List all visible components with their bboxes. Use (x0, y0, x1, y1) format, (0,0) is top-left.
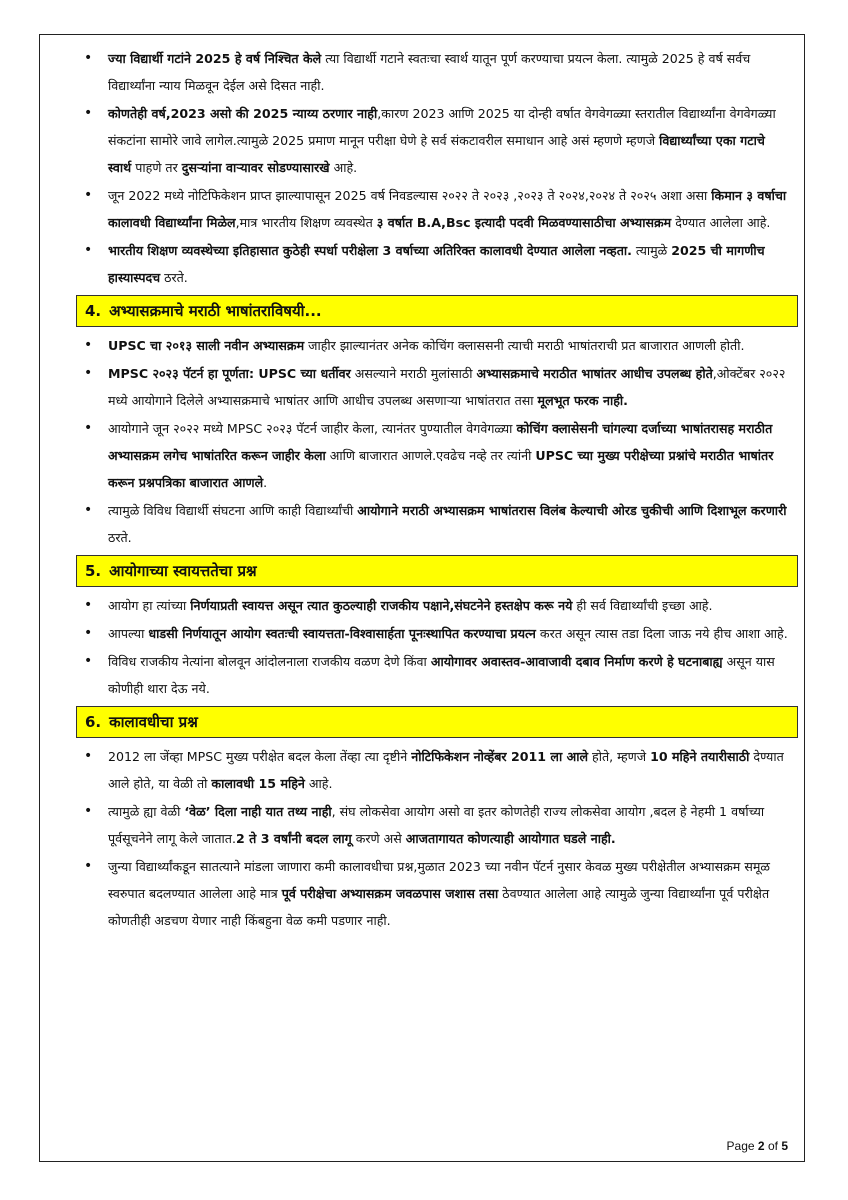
body-text: ही सर्व विद्यार्थ्यांची इच्छा आहे. (572, 598, 713, 613)
bullet-icon: • (84, 187, 93, 203)
body-text: जून 2022 मध्ये नोटिफिकेशन प्राप्त झाल्यापासून 2025 वर्ष निवडल्यास २०२२ ते २०२३ ,२०२३ ते २०२४,२०२४ ते २०२५ अशा असा (108, 188, 712, 203)
bold-text: धाडसी निर्णयातून आयोग स्वतःची स्वायत्तता-विश्वासार्हता पूनःस्थापित करण्याचा प्रयत्न (148, 626, 536, 641)
section-heading (76, 295, 798, 327)
section-number: 5. (85, 562, 102, 580)
current-page: 2 (757, 1139, 765, 1153)
bold-text: ३ वर्षात B.A,Bsc इत्यादी पदवी मिळवण्यासाठीचा अभ्यासक्रम (376, 215, 672, 230)
bullet-icon: • (84, 653, 93, 669)
page-of: of (767, 1139, 778, 1153)
body-text: त्यामुळे विविध विद्यार्थी संघटना आणि काही विद्यार्थ्यांची (108, 503, 358, 518)
bullet-item (40, 237, 806, 291)
body-text: त्यामुळे ह्या वेळी (108, 804, 185, 819)
page-content (40, 45, 806, 935)
bold-text: 10 महिने तयारीसाठी (650, 749, 750, 764)
body-text: ठेवण्यात आलेला आहे त्यामुळे जुन्या विद्यार्थ्यांना पूर्व परीक्षेत कोणतीही अडचण येणार नाही किंबहुना वेळ कमी पडणार नाही. (108, 886, 770, 928)
body-text: ,कारण 2023 आणि 2025 या दोन्ही वर्षात वेगवेगळ्या स्तरातील विद्यार्थ्यांना वेगवेगळ्या संकटांना सामोरे जावे लागेल.त्यामुळे 2025 प्रमाण मानून परीक्षा घेणे हे सर्व संकटावरील समाधान आहे असं म्हणणे म्हणजे (108, 106, 776, 148)
bold-text: कालावधी 15 महिने (211, 776, 305, 791)
bold-text: UPSC चा २०१३ साली नवीन अभ्यासक्रम (108, 338, 305, 353)
bullet-item (40, 415, 806, 496)
bold-text: ज्या विद्यार्थी गटांने 2025 हे वर्ष निश्चित केले (108, 51, 322, 66)
body-text: पाहणे तर (131, 160, 182, 175)
bullet-icon: • (84, 337, 93, 353)
body-text: , संघ लोकसेवा आयोग असो वा इतर कोणतेही राज्य लोकसेवा आयोग ,बदल हे नेहमी 1 वर्षाच्या पूर्वसूचनेने लागू केले जातात. (108, 804, 765, 846)
page-label: Page (726, 1139, 755, 1153)
bullet-icon: • (84, 597, 93, 613)
bullet-icon: • (84, 625, 93, 641)
bold-text: MPSC २०२३ पॅटर्न हा पूर्णता: UPSC च्या धर्तीवर (108, 366, 351, 381)
body-text: ,ओक्टेंबर २०२२ मध्ये आयोगाने दिलेले अभ्यासक्रमाचे भाषांतर आणि आधीच उपलब्ध असणाऱ्या भाषांतरात तसा (108, 366, 786, 408)
bullet-item (40, 497, 806, 551)
section-heading (76, 706, 798, 738)
bullet-item (40, 360, 806, 414)
bullet-item (40, 182, 806, 236)
body-text: जुन्या विद्यार्थ्यांकडून सातत्याने मांडला जाणारा कमी कालावधीचा प्रश्न,मुळात 2023 च्या नवीन पॅटर्न नुसार केवळ मुख्य परीक्षेतील अभ्यासक्रम समूळ स्वरुपात बदलण्यात आलेला आहे मात्र (108, 859, 770, 901)
bullet-icon: • (84, 50, 93, 66)
document-page (39, 34, 805, 1162)
section-number: 6. (85, 713, 102, 731)
bold-text: पूर्व परीक्षेचा अभ्यासक्रम जवळपास जशास तसा (281, 886, 499, 901)
bold-text: कोणतेही वर्ष,2023 असो की 2025 न्याय्य ठरणार नाही (108, 106, 378, 121)
bold-text: किमान ३ वर्षाचा कालावधी विद्यार्थ्यांना मिळेल (108, 188, 787, 230)
body-text: आहे. (329, 160, 358, 175)
section-title: आयोगाच्या स्वायत्ततेचा प्रश्न (109, 562, 257, 580)
body-text: देण्यात आलेला आहे. (671, 215, 771, 230)
bullet-icon: • (84, 242, 93, 258)
body-text: करत असून त्यास तडा दिला जाऊ नये हीच आशा आहे. (535, 626, 788, 641)
bold-text: निर्णयाप्रती स्वायत्त असून त्यात कुठल्याही राजकीय पक्षाने,संघटनेने हस्तक्षेप करू नये (190, 598, 573, 613)
body-text: त्या विद्यार्थी गटाने स्वतःचा स्वार्थ यातून पूर्ण करण्याचा प्रयत्न केला. त्यामुळे 2025 हे वर्ष सर्वच विद्यार्थ्यांना न्याय मिळवून देईल असे दिसत नाही. (108, 51, 751, 93)
bullet-item (40, 100, 806, 181)
body-text: आपल्या (108, 626, 149, 641)
bold-text: दुसऱ्यांना वाऱ्यावर सोडण्यासारखे (181, 160, 330, 175)
body-text: ,मात्र भारतीय शिक्षण व्यवस्थेत (235, 215, 377, 230)
bullet-item (40, 798, 806, 852)
bullet-icon: • (84, 420, 93, 436)
section-number: 4. (85, 302, 102, 320)
bold-text: आजतागायत कोणत्याही आयोगात घडले नाही. (405, 831, 616, 846)
section-title: कालावधीचा प्रश्न (109, 713, 198, 731)
bullet-item (40, 45, 806, 99)
section-title: अभ्यासक्रमाचे मराठी भाषांतराविषयी... (109, 302, 322, 320)
bold-text: कोचिंग क्लासेसनी चांगल्या दर्जाच्या भाषांतरासह मराठीत अभ्यासक्रम लगेच भाषांतरित करून जाहीर केला (108, 421, 773, 463)
body-text: जाहीर झाल्यानंतर अनेक कोचिंग क्लाससनी त्याची मराठी भाषांतराची प्रत बाजारात आणली होती. (304, 338, 745, 353)
body-text: ठरते. (160, 270, 188, 285)
body-text: आयोगाने जून २०२२ मध्ये MPSC २०२३ पॅटर्न जाहीर केला, त्यानंतर पुण्यातील वेगवेगळ्या (108, 421, 517, 436)
bold-text: ‘वेळ’ दिला नाही यात तथ्य नाही (184, 804, 332, 819)
bold-text: UPSC च्या मुख्य परीक्षेच्या प्रश्नांचे मराठीत भाषांतर करून प्रश्नपत्रिका बाजारात आणले (108, 448, 774, 490)
page-number (727, 1139, 788, 1153)
body-text: आयोग हा त्यांच्या (108, 598, 191, 613)
bold-text: 2025 ची मागणीच हास्यास्पदच (108, 243, 765, 285)
bullet-item (40, 743, 806, 797)
bullet-icon: • (84, 105, 93, 121)
bold-text: विद्यार्थ्यांच्या एका गटाचे स्वार्थ (108, 133, 765, 175)
bold-text: भारतीय शिक्षण व्यवस्थेच्या इतिहासात कुठेही स्पर्धा परीक्षेला 3 वर्षाच्या अतिरिक्त कालावधी देण्यात आलेला नव्हता. (108, 243, 632, 258)
bullet-icon: • (84, 365, 93, 381)
bullet-icon: • (84, 803, 93, 819)
body-text: विविध राजकीय नेत्यांना बोलवून आंदोलनाला राजकीय वळण देणे किंवा (108, 654, 431, 669)
bullet-item (40, 592, 806, 619)
body-text: त्यामुळे (631, 243, 672, 258)
bold-text: नोटिफिकेशन नोव्हेंबर 2011 ला आले (411, 749, 588, 764)
body-text: . (263, 475, 268, 490)
bullet-item (40, 332, 806, 359)
bullet-item (40, 853, 806, 934)
body-text: आहे. (304, 776, 333, 791)
bullet-item (40, 620, 806, 647)
bullet-item (40, 648, 806, 702)
bold-text: 2 ते 3 वर्षांनी बदल लागू (235, 831, 352, 846)
bullet-icon: • (84, 858, 93, 874)
body-text: होते, म्हणजे (588, 749, 651, 764)
bullet-icon: • (84, 748, 93, 764)
bold-text: आयोगावर अवास्तव-आवाजावी दबाव निर्माण करणे हे घटनाबाह्य (430, 654, 723, 669)
body-text: आणि बाजारात आणले.एवढेच नव्हे तर त्यांनी (325, 448, 536, 463)
section-heading (76, 555, 798, 587)
bold-text: अभ्यासक्रमाचे मराठीत भाषांतर आधीच उपलब्ध होते (476, 366, 713, 381)
body-text: 2012 ला जेंव्हा MPSC मुख्य परीक्षेत बदल केला तेंव्हा त्या दृष्टीने (108, 749, 412, 764)
bullet-icon: • (84, 502, 93, 518)
body-text: करणे असे (351, 831, 406, 846)
bold-text: मूलभूत फरक नाही. (537, 393, 628, 408)
body-text: देण्यात आले होते, या वेळी तो (108, 749, 784, 791)
body-text: असल्याने मराठी मुलांसाठी (350, 366, 477, 381)
body-text: ठरते. (108, 530, 132, 545)
bold-text: आयोगाने मराठी अभ्यासक्रम भाषांतरास विलंब केल्याची ओरड चुकीची आणि दिशाभूल करणारी (357, 503, 787, 518)
body-text: असून यास कोणीही थारा देऊ नये. (108, 654, 775, 696)
total-pages: 5 (781, 1139, 788, 1153)
